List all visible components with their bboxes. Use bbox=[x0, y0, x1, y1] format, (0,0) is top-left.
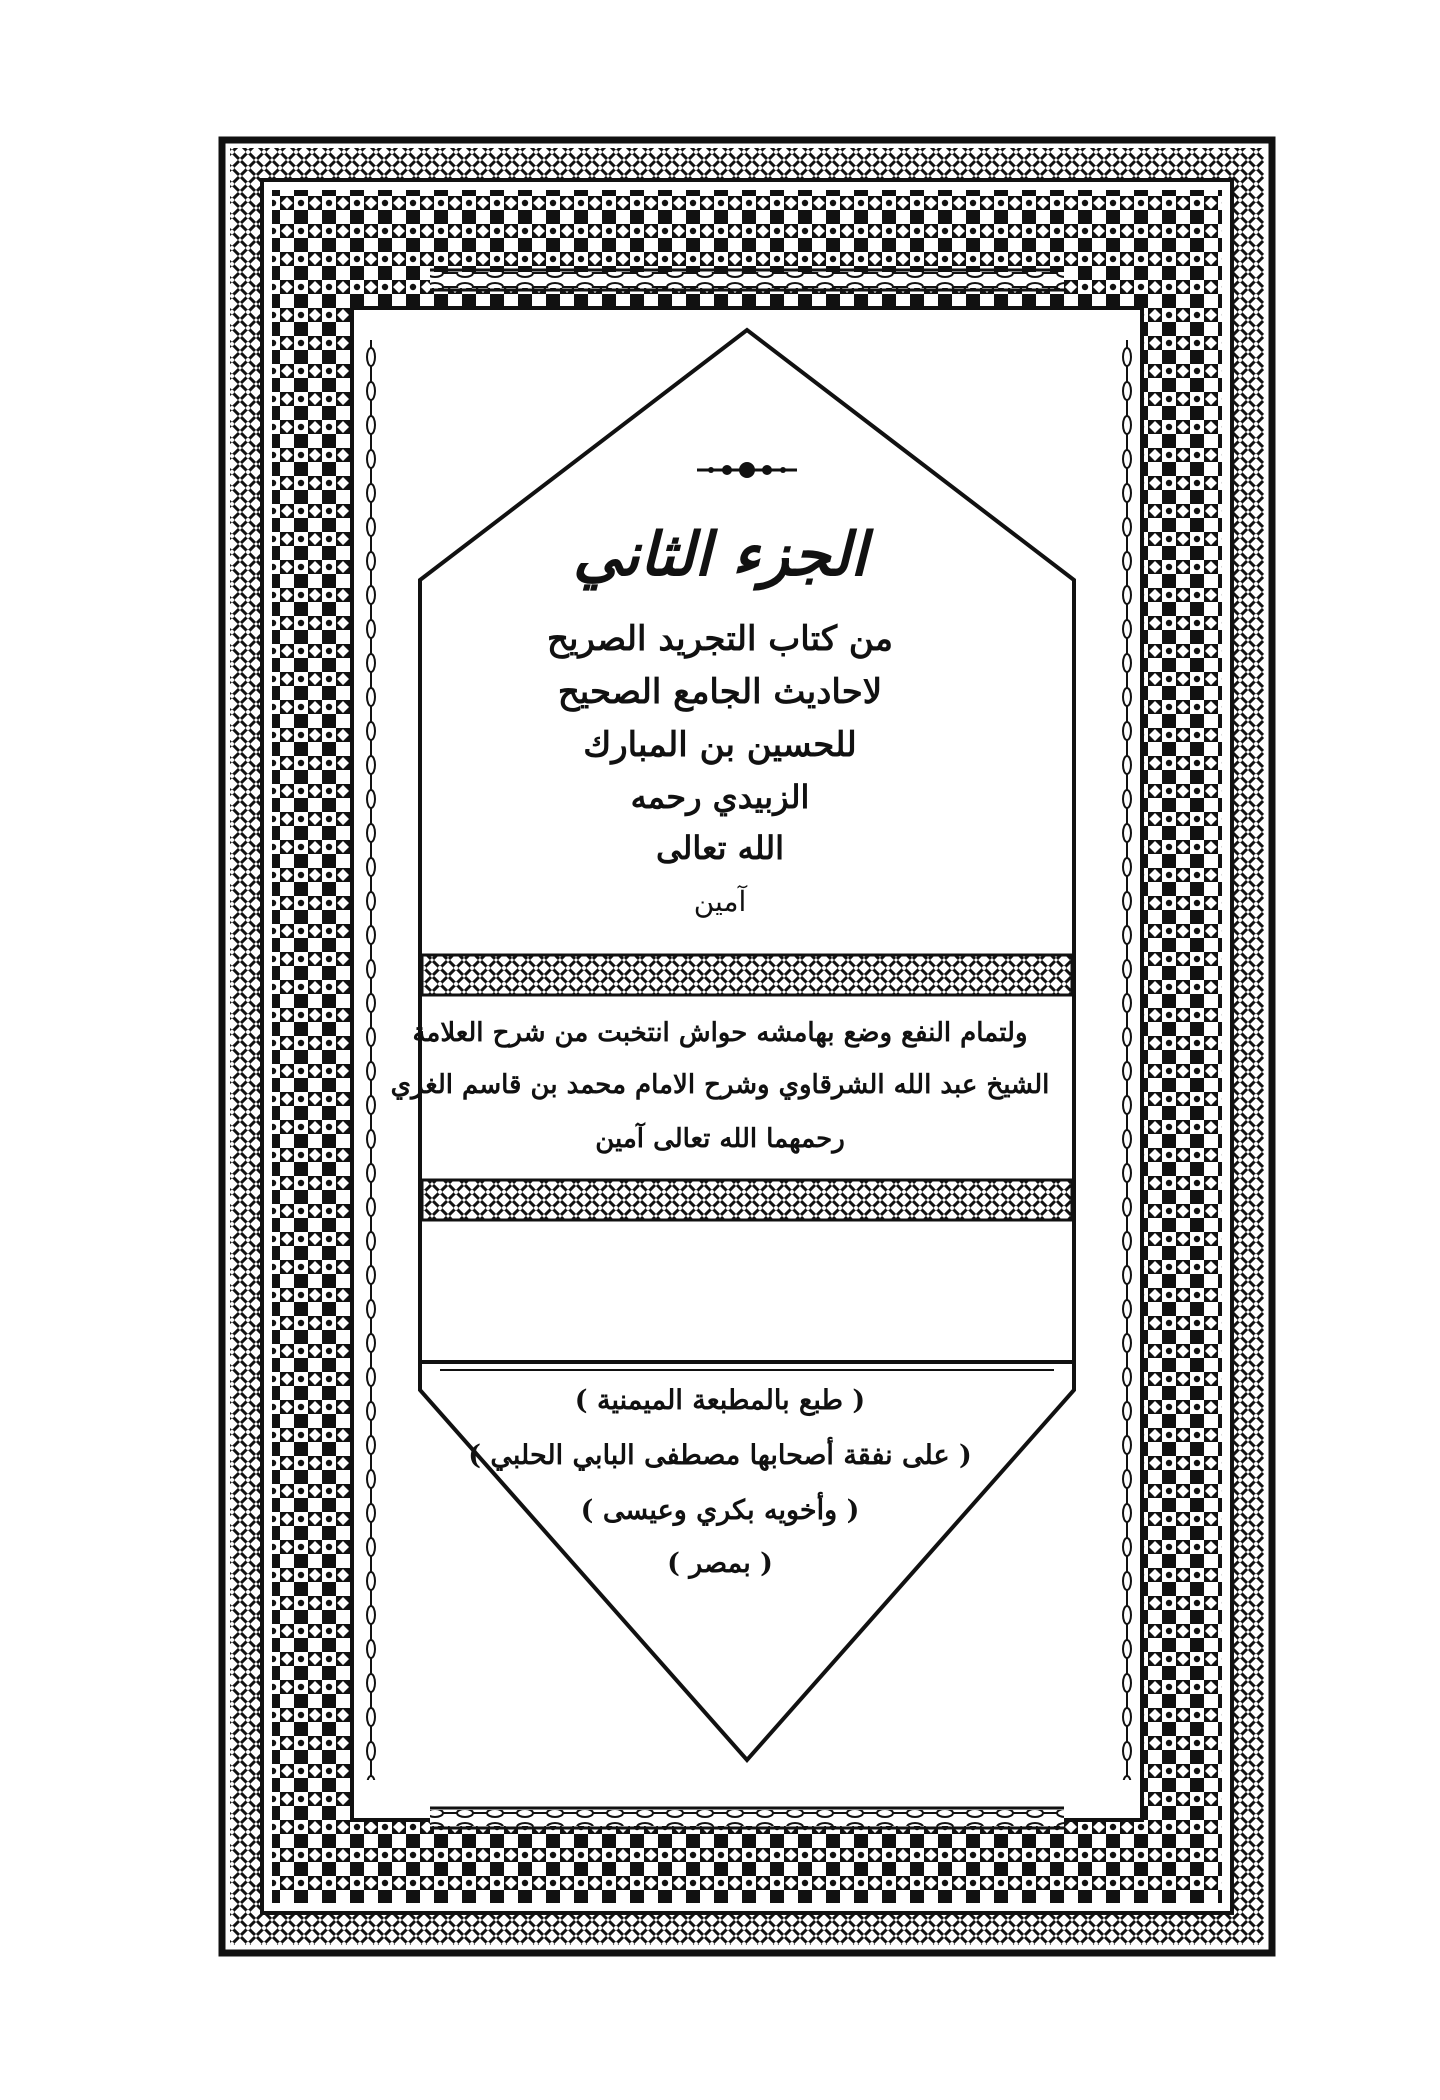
printer-text-1: طبع بالمطبعة الميمنية bbox=[596, 1385, 844, 1416]
open-paren: ( bbox=[846, 1495, 860, 1526]
margin-note-line-1: ولتمام النفع وضع بهامشه حواش انتخبت من شرح العلامة bbox=[412, 1018, 1028, 1048]
printer-text-2: على نفقة أصحابها مصطفى البابي الحلبي bbox=[490, 1440, 950, 1471]
title-line-3: للحسين بن المبارك bbox=[583, 725, 857, 765]
close-paren: ) bbox=[580, 1495, 594, 1526]
title-line-4: الزبيدي رحمه bbox=[630, 778, 810, 816]
close-paren: ) bbox=[468, 1440, 481, 1471]
printer-line-4 bbox=[0, 1548, 1440, 1579]
open-paren: ( bbox=[852, 1385, 866, 1416]
printer-text-4: بمصر bbox=[689, 1548, 751, 1579]
title-line-6: آمين bbox=[693, 885, 747, 918]
margin-note-line-2: الشيخ عبد الله الشرقاوي وشرح الامام محمد بن قاسم الغزي bbox=[390, 1070, 1050, 1100]
title-line-1: من كتاب التجريد الصريح bbox=[547, 619, 893, 659]
title-line-2: لاحاديث الجامع الصحيح bbox=[557, 672, 883, 712]
close-paren: ) bbox=[574, 1385, 588, 1416]
close-paren: ) bbox=[667, 1548, 680, 1579]
open-paren: ( bbox=[760, 1548, 773, 1579]
printer-line-3 bbox=[0, 1495, 1440, 1526]
printer-text-3: وأخويه بكري وعيسى bbox=[602, 1495, 838, 1526]
printer-line-1 bbox=[0, 1385, 1440, 1416]
volume-heading: الجزء الثاني bbox=[573, 520, 867, 590]
title-line-5: الله تعالى bbox=[655, 829, 785, 867]
open-paren: ( bbox=[959, 1440, 972, 1471]
margin-note-line-3: رحمهما الله تعالى آمين bbox=[595, 1124, 845, 1154]
printer-line-2 bbox=[0, 1440, 1440, 1471]
